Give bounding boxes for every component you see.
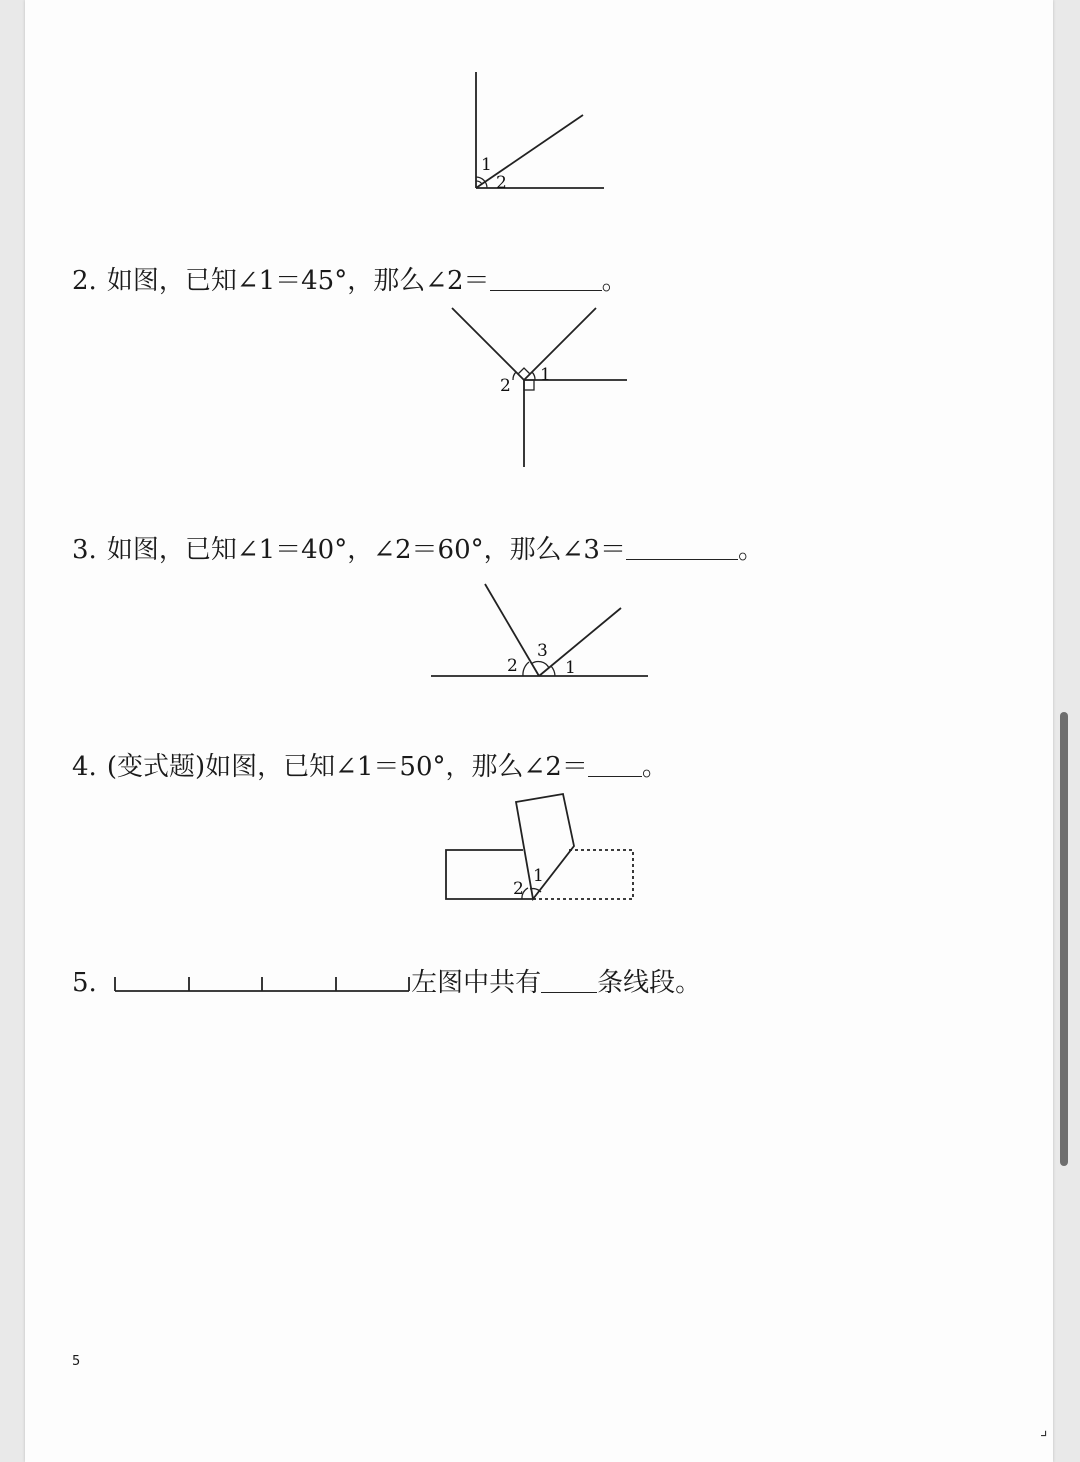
angle-arc xyxy=(551,666,555,676)
oblique-ray xyxy=(476,115,583,188)
angle-label-2: 2 xyxy=(507,656,518,676)
upper-left-ray xyxy=(452,308,524,380)
question-text: 如图，已知∠1＝40°，∠2＝60°，那么∠3＝ xyxy=(106,535,626,565)
question-2 xyxy=(72,265,628,297)
angle-arc xyxy=(532,372,535,380)
angle-label-2: 2 xyxy=(496,173,507,193)
question-text: 如图，已知∠1＝45°，那么∠2＝ xyxy=(106,266,490,296)
angle-label-1: 1 xyxy=(565,658,576,678)
question-end: 。 xyxy=(601,266,628,296)
question-5 xyxy=(72,967,701,999)
answer-blank[interactable] xyxy=(541,968,597,993)
worksheet-page xyxy=(25,0,1053,1462)
folded-flap xyxy=(516,794,574,899)
question-number: 5. xyxy=(72,968,97,998)
original-position xyxy=(533,850,633,899)
question-number: 3. xyxy=(72,535,97,565)
angle-label-1: 1 xyxy=(481,155,492,175)
figure-angles-at-point xyxy=(440,300,640,475)
segment-figure xyxy=(111,969,411,995)
angle-arc xyxy=(523,662,529,676)
page-number: 5 xyxy=(72,1354,81,1369)
question-3 xyxy=(72,534,764,566)
question-number: 2. xyxy=(72,266,97,296)
angle-arc xyxy=(513,372,516,380)
answer-blank[interactable] xyxy=(626,535,738,560)
question-text: 左图中共有 xyxy=(411,968,542,998)
angle-label-1: 1 xyxy=(533,866,544,886)
vertical-scrollbar[interactable] xyxy=(1060,712,1068,1166)
resize-corner-icon[interactable]: ⌟ xyxy=(1040,1420,1048,1439)
question-text: (变式题)如图，已知∠1＝50°，那么∠2＝ xyxy=(106,752,588,782)
question-4 xyxy=(72,751,668,783)
answer-blank[interactable] xyxy=(490,266,602,291)
upper-right-ray xyxy=(524,308,596,380)
angle-label-1: 1 xyxy=(540,365,551,385)
question-end: 。 xyxy=(641,752,668,782)
figure-folded-strip xyxy=(440,788,640,908)
right-angle-mark xyxy=(518,368,530,374)
question-end: 条线段。 xyxy=(597,968,702,998)
figure-right-angle xyxy=(460,60,620,200)
angle-label-2: 2 xyxy=(500,376,511,396)
answer-blank[interactable] xyxy=(588,752,642,777)
angle-label-2: 2 xyxy=(513,879,524,899)
question-end: 。 xyxy=(737,535,764,565)
right-angle-mark xyxy=(524,380,534,390)
figure-straight-angle xyxy=(425,578,655,683)
angle-label-3: 3 xyxy=(537,641,548,661)
question-number: 4. xyxy=(72,752,97,782)
